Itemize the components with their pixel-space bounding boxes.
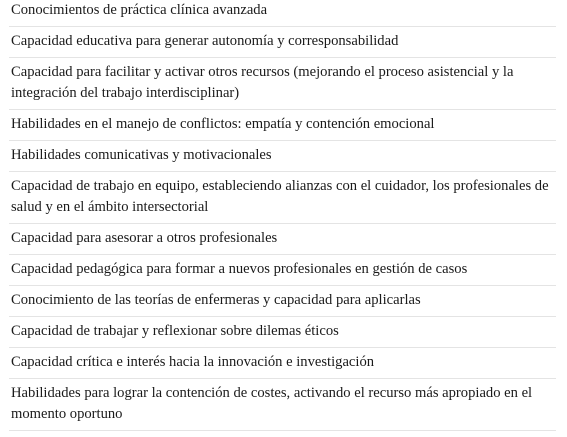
competencies-table [9,0,556,431]
table-row [9,255,556,286]
table-cell: Capacidad para facilitar y activar otros recursos (mejorando el proceso asistencial y la integración del trabajo interdisciplinar) [9,58,556,110]
table-cell: Capacidad crítica e interés hacia la innovación e investigación [9,348,556,379]
table-cell: Capacidad para asesorar a otros profesionales [9,224,556,255]
table-row [9,172,556,224]
table-cell: Habilidades para lograr la contención de costes, activando el recurso más apropiado en el momento oportuno [9,379,556,431]
table-row [9,348,556,379]
table-row [9,0,556,27]
table-cell: Capacidad de trabajar y reflexionar sobre dilemas éticos [9,317,556,348]
table-row [9,224,556,255]
table-cell: Habilidades en el manejo de conflictos: empatía y contención emocional [9,110,556,141]
table-cell: Capacidad de trabajo en equipo, estableciendo alianzas con el cuidador, los profesionales de salud y en el ámbito intersectorial [9,172,556,224]
table-cell: Capacidad educativa para generar autonomía y corresponsabilidad [9,27,556,58]
table-row [9,286,556,317]
table-row [9,141,556,172]
table-cell: Conocimientos de práctica clínica avanzada [9,0,556,27]
table-row [9,317,556,348]
table-row [9,379,556,431]
table-row [9,27,556,58]
table-row [9,110,556,141]
table-cell: Conocimiento de las teorías de enfermeras y capacidad para aplicarlas [9,286,556,317]
table-row [9,58,556,110]
table-cell: Habilidades comunicativas y motivacionales [9,141,556,172]
competencies-table-body [9,0,556,431]
table-cell: Capacidad pedagógica para formar a nuevos profesionales en gestión de casos [9,255,556,286]
